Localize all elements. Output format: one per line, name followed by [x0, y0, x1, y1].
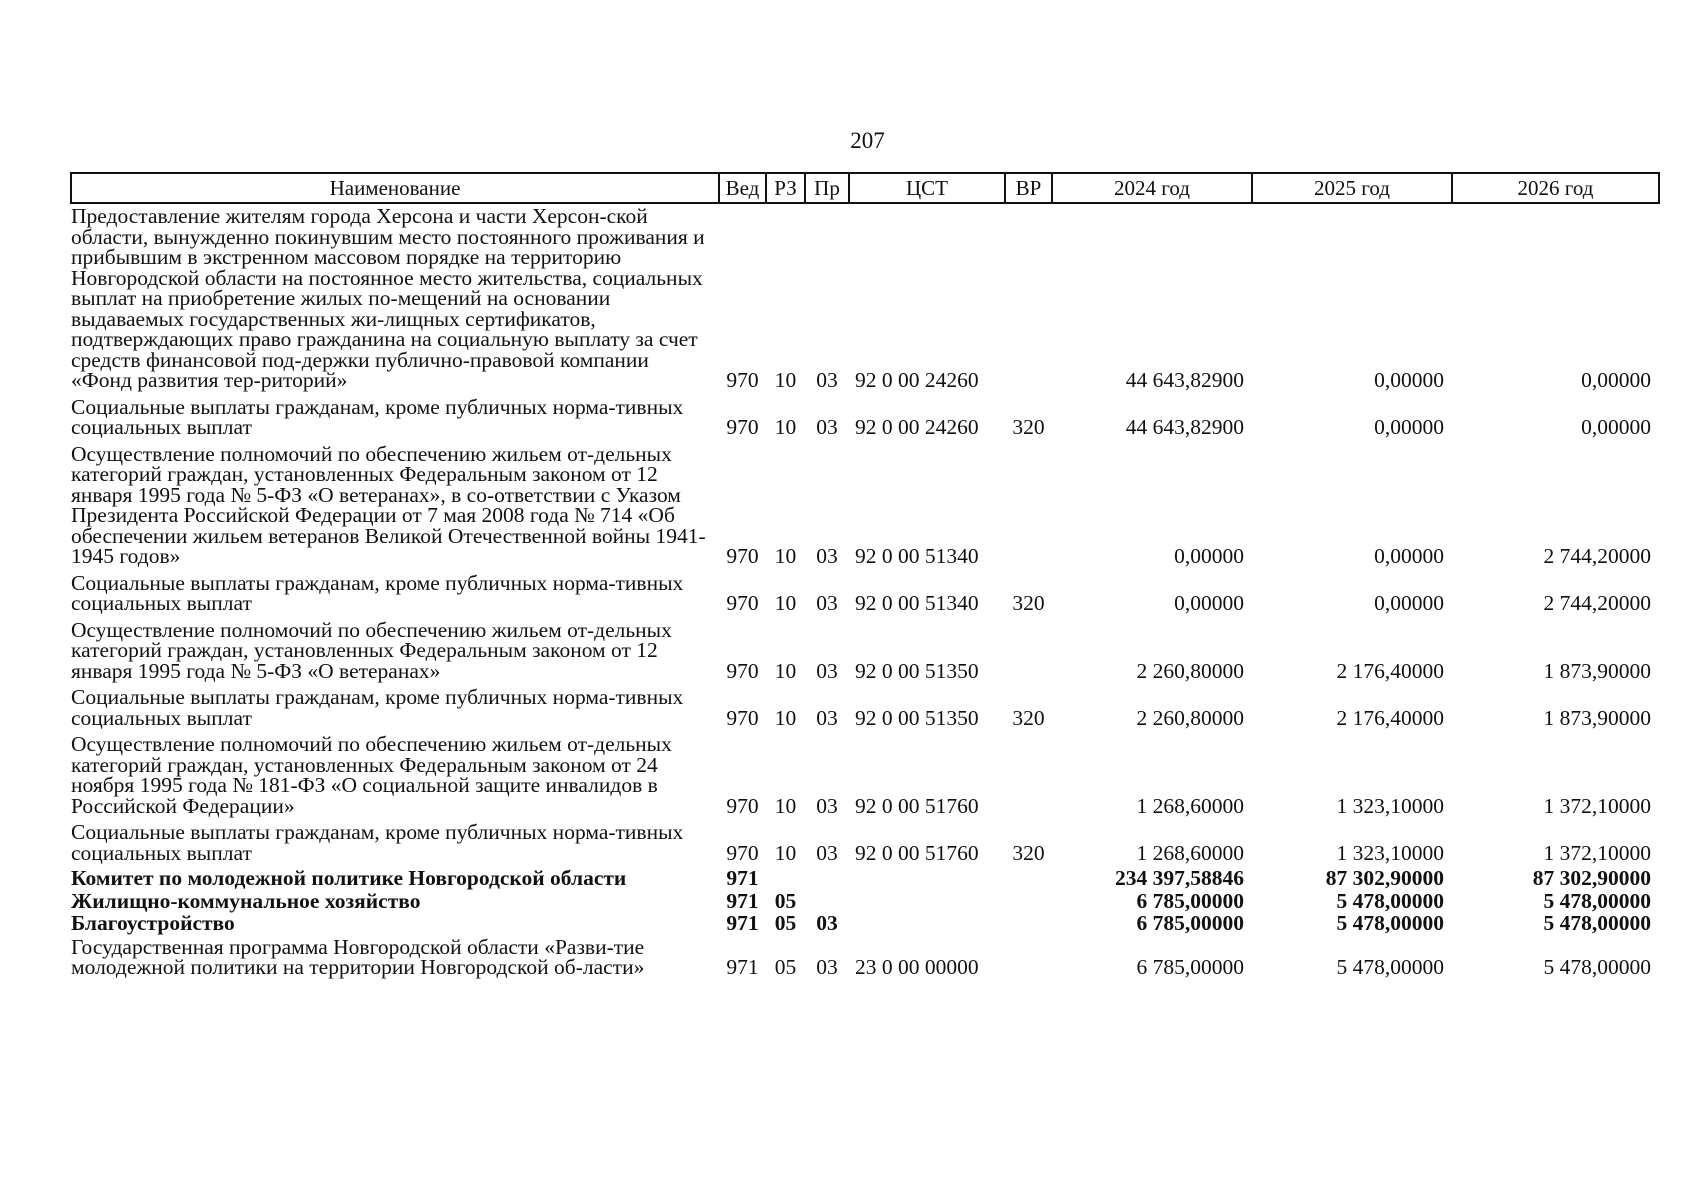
- table-row: [71, 912, 1659, 935]
- page-number: 207: [850, 128, 885, 153]
- row-pr: 03: [816, 544, 838, 568]
- row-name: [71, 442, 719, 571]
- row-2024: 1 268,60000: [1136, 840, 1244, 865]
- row-vr: 320: [1012, 840, 1045, 865]
- row-pr: 03: [816, 793, 838, 818]
- row-2024: 0,00000: [1174, 591, 1244, 615]
- row-cst: 92 0 00 51760: [855, 840, 979, 865]
- row-2024: 6 785,00000: [1136, 888, 1244, 913]
- table-header: [71, 173, 1659, 203]
- row-rz: 10: [774, 368, 797, 392]
- row-2026: 1 372,10000: [1543, 840, 1651, 865]
- row-name: [71, 685, 719, 732]
- row-2024: 44 643,82900: [1125, 368, 1244, 392]
- row-name-text: Социальные выплаты гражданам, кроме публичных норма-тивных социальных выплат: [71, 820, 684, 865]
- row-2025: 2 176,40000: [1336, 705, 1444, 730]
- row-cst: 23 0 00 00000: [855, 955, 979, 979]
- row-ved: 970: [726, 840, 759, 865]
- row-rz: 05: [774, 911, 797, 935]
- header-2025: 2025 год: [1252, 173, 1452, 203]
- row-ved: 970: [726, 415, 759, 439]
- row-ved: 971: [726, 955, 759, 979]
- table-row: [71, 732, 1659, 820]
- row-2026: 2 744,20000: [1543, 591, 1651, 615]
- row-vr: [1005, 618, 1052, 686]
- row-name: [71, 571, 719, 618]
- row-pr: 03: [816, 955, 838, 979]
- row-rz: 10: [774, 705, 797, 730]
- table-row: [71, 890, 1659, 913]
- row-2025: 5 478,00000: [1336, 911, 1444, 935]
- row-rz: 05: [774, 955, 797, 979]
- row-cst: [849, 867, 1005, 890]
- row-cst: [849, 890, 1005, 913]
- row-vr: 320: [1012, 705, 1045, 730]
- row-cst: 92 0 00 51350: [855, 658, 979, 683]
- row-2026: 5 478,00000: [1543, 911, 1651, 935]
- row-name-text: Жилищно-коммунальное хозяйство: [71, 888, 421, 913]
- row-name: [71, 912, 719, 935]
- row-pr: [805, 867, 849, 890]
- row-vr: [1005, 912, 1052, 935]
- row-rz: 10: [774, 544, 797, 568]
- row-2025: 87 302,90000: [1325, 866, 1444, 890]
- row-2026: 5 478,00000: [1543, 955, 1651, 979]
- row-cst: 92 0 00 51340: [855, 544, 979, 568]
- row-vr: 320: [1012, 591, 1045, 615]
- row-name-text: Осуществление полномочий по обеспечению жильем от-дельных категорий граждан, установленных Федеральным законом от 12 января 1995 года № 5-ФЗ «О ветеранах»: [71, 617, 672, 683]
- row-rz: 05: [774, 888, 797, 913]
- row-2025: 0,00000: [1374, 368, 1444, 392]
- row-2024: 6 785,00000: [1136, 911, 1244, 935]
- row-ved: 970: [726, 658, 759, 683]
- row-rz: 10: [774, 591, 797, 615]
- row-name: [71, 732, 719, 820]
- row-rz: [766, 867, 805, 890]
- row-cst: 92 0 00 51760: [855, 793, 979, 818]
- row-pr: 03: [816, 705, 838, 730]
- row-2025: 0,00000: [1374, 415, 1444, 439]
- row-ved: 970: [726, 544, 759, 568]
- row-pr: 03: [816, 591, 838, 615]
- row-2026: 1 873,90000: [1543, 658, 1651, 683]
- row-2024: 2 260,80000: [1136, 658, 1244, 683]
- header-rz: РЗ: [766, 173, 805, 203]
- row-pr: 03: [816, 415, 838, 439]
- table-row: [71, 867, 1659, 890]
- row-cst: [849, 912, 1005, 935]
- row-vr: [1005, 890, 1052, 913]
- table-row: [71, 618, 1659, 686]
- row-ved: 970: [726, 793, 759, 818]
- table-row: [71, 935, 1659, 982]
- row-2025: 0,00000: [1374, 544, 1444, 568]
- row-pr: 03: [816, 368, 838, 392]
- row-name: [71, 935, 719, 982]
- header-row: [71, 173, 1659, 203]
- row-2026: 87 302,90000: [1532, 866, 1651, 890]
- row-cst: 92 0 00 24260: [855, 368, 979, 392]
- row-2025: 5 478,00000: [1336, 888, 1444, 913]
- row-name-text: Социальные выплаты гражданам, кроме публичных норма-тивных социальных выплат: [71, 394, 684, 439]
- row-vr: 320: [1012, 415, 1045, 439]
- budget-table: [70, 172, 1660, 982]
- header-2026: 2026 год: [1452, 173, 1659, 203]
- row-ved: 970: [726, 705, 759, 730]
- row-cst: 92 0 00 24260: [855, 415, 979, 439]
- row-2026: 0,00000: [1581, 415, 1651, 439]
- row-rz: 10: [774, 793, 797, 818]
- row-2026: 5 478,00000: [1543, 888, 1651, 913]
- row-2024: 1 268,60000: [1136, 793, 1244, 818]
- row-2025: 5 478,00000: [1336, 955, 1444, 979]
- row-pr: 03: [816, 840, 838, 865]
- header-pr: Пр: [805, 173, 849, 203]
- row-name: [71, 867, 719, 890]
- row-2025: 1 323,10000: [1336, 840, 1444, 865]
- header-2024: 2024 год: [1052, 173, 1252, 203]
- table-row: [71, 442, 1659, 571]
- row-2024: 234 397,58846: [1115, 866, 1244, 890]
- row-name: [71, 820, 719, 867]
- row-name-text: Осуществление полномочий по обеспечению жильем от-дельных категорий граждан, установленных Федеральным законом от 24 ноября 1995 года № 181-ФЗ «О социальной защите инвалидов в Российской Федерации»: [71, 732, 672, 818]
- table-row: [71, 571, 1659, 618]
- row-2025: 1 323,10000: [1336, 793, 1444, 818]
- row-2026: 1 372,10000: [1543, 793, 1651, 818]
- row-name-text: Социальные выплаты гражданам, кроме публичных норма-тивных социальных выплат: [71, 685, 684, 730]
- row-ved: 970: [726, 591, 759, 615]
- row-vr: [1005, 442, 1052, 571]
- row-cst: 92 0 00 51350: [855, 705, 979, 730]
- row-name: [71, 618, 719, 686]
- row-2026: 1 873,90000: [1543, 705, 1651, 730]
- header-cst: ЦСТ: [849, 173, 1005, 203]
- row-name-text: Комитет по молодежной политике Новгородской области: [71, 866, 627, 890]
- row-2024: 44 643,82900: [1125, 415, 1244, 439]
- row-name-text: Предоставление жителям города Херсона и части Херсон-ской области, вынужденно покинувшим место постоянного проживания и прибывшим в экстренном массовом порядке на территорию Новгородской области на постоянное место жительства, социальных выплат на приобретение жилых по-мещений на основании выдаваемых государственных жи-лищных сертификатов, подтверждающих право гражданина на социальную выплату за счет средств финансовой под-держки публично-правовой компании «Фонд развития тер-риторий»: [71, 204, 705, 392]
- row-vr: [1005, 732, 1052, 820]
- row-rz: 10: [774, 840, 797, 865]
- row-name: [71, 890, 719, 913]
- header-ved: Вед: [719, 173, 766, 203]
- row-name: [71, 203, 719, 395]
- row-cst: 92 0 00 51340: [855, 591, 979, 615]
- row-vr: [1005, 867, 1052, 890]
- row-2024: 0,00000: [1174, 544, 1244, 568]
- table-row: [71, 685, 1659, 732]
- row-rz: 10: [774, 415, 797, 439]
- table-body: [71, 203, 1659, 982]
- row-rz: 10: [774, 658, 797, 683]
- row-2026: 2 744,20000: [1543, 544, 1651, 568]
- row-vr: [1005, 935, 1052, 982]
- row-ved: 970: [726, 368, 759, 392]
- row-2024: 2 260,80000: [1136, 705, 1244, 730]
- row-ved: 971: [726, 911, 759, 935]
- row-name-text: Благоустройство: [71, 911, 235, 935]
- row-vr: [1005, 203, 1052, 395]
- row-pr: [805, 890, 849, 913]
- row-2024: 6 785,00000: [1136, 955, 1244, 979]
- row-pr: 03: [816, 911, 838, 935]
- row-2026: 0,00000: [1581, 368, 1651, 392]
- table-row: [71, 395, 1659, 442]
- row-ved: 971: [726, 888, 759, 913]
- table-row: [71, 203, 1659, 395]
- row-2025: 0,00000: [1374, 591, 1444, 615]
- table-row: [71, 820, 1659, 867]
- row-pr: 03: [816, 658, 838, 683]
- header-name: Наименование: [71, 173, 719, 203]
- budget-table-container: [70, 172, 1658, 982]
- row-2025: 2 176,40000: [1336, 658, 1444, 683]
- row-name-text: Осуществление полномочий по обеспечению жильем от-дельных категорий граждан, установленных Федеральным законом от 12 января 1995 года № 5-ФЗ «О ветеранах», в со-ответствии с Указом Президента Российской Федерации от 7 мая 2008 года № 714 «Об обеспечении жильем ветеранов Великой Отечественной войны 1941-1945 годов»: [71, 441, 706, 568]
- row-name: [71, 395, 719, 442]
- row-name-text: Социальные выплаты гражданам, кроме публичных норма-тивных социальных выплат: [71, 570, 684, 615]
- row-name-text: Государственная программа Новгородской области «Разви-тие молодежной политики на территории Новгородской об-ласти»: [71, 934, 645, 979]
- header-vr: ВР: [1005, 173, 1052, 203]
- row-ved: 971: [726, 866, 759, 890]
